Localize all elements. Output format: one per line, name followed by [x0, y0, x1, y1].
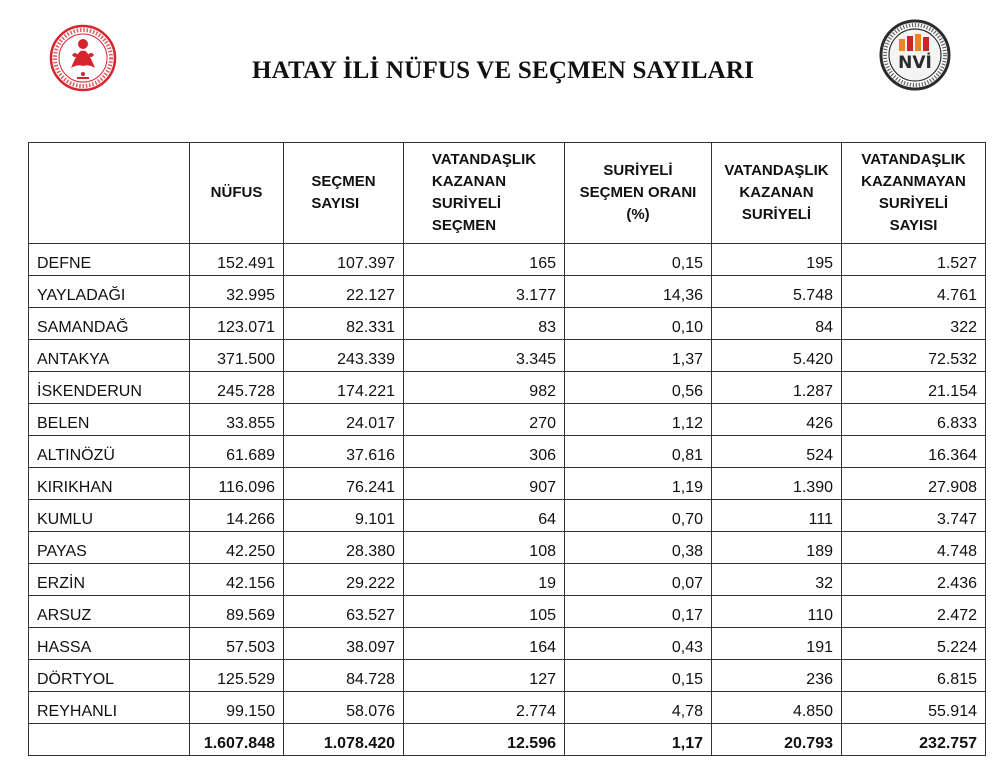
cell-secmen-sayisi: 243.339 [284, 340, 404, 372]
cell-nufus: 57.503 [190, 628, 284, 660]
cell-district: ARSUZ [29, 596, 190, 628]
table-row [29, 660, 986, 692]
header-vatandaslik-kazanmayan [842, 143, 986, 244]
header-nufus [190, 143, 284, 244]
header-label: SURİYELİ SEÇMEN ORANI (%) [579, 162, 697, 223]
cell-vatandaslik-kazanan-suriyeli: 5.748 [712, 276, 842, 308]
cell-vatandaslik-kazanan-suriyeli: 32 [712, 564, 842, 596]
cell-nufus: 371.500 [190, 340, 284, 372]
table-row [29, 564, 986, 596]
table-row [29, 692, 986, 724]
cell-suriyeli-secmen-orani: 0,81 [565, 436, 712, 468]
table-header-row [29, 143, 986, 244]
page-title: HATAY İLİ NÜFUS VE SEÇMEN SAYILARI [251, 57, 755, 84]
cell-district: REYHANLI [29, 692, 190, 724]
cell-secmen-sayisi: 29.222 [284, 564, 404, 596]
cell-vatandaslik-kazanan-suriyeli: 84 [712, 308, 842, 340]
table-row [29, 308, 986, 340]
cell-secmen-sayisi: 76.241 [284, 468, 404, 500]
header-suriyeli-secmen-orani [565, 143, 712, 244]
cell-vatandaslik-kazanan-suriyeli: 426 [712, 404, 842, 436]
cell-vatandaslik-kazanan-secmen: 306 [404, 436, 565, 468]
table-row [29, 372, 986, 404]
cell-district: KUMLU [29, 500, 190, 532]
cell-secmen-sayisi: 38.097 [284, 628, 404, 660]
cell-nufus: 245.728 [190, 372, 284, 404]
cell-vatandaslik-kazanan-secmen: 164 [404, 628, 565, 660]
cell-secmen-sayisi: 37.616 [284, 436, 404, 468]
cell-district: ANTAKYA [29, 340, 190, 372]
cell-secmen-sayisi: 82.331 [284, 308, 404, 340]
cell-suriyeli-secmen-orani: 0,10 [565, 308, 712, 340]
cell-vatandaslik-kazanmayan: 6.833 [842, 404, 986, 436]
cell-suriyeli-secmen-orani: 1,19 [565, 468, 712, 500]
cell-vatandaslik-kazanan-suriyeli: 4.850 [712, 692, 842, 724]
cell-nufus: 89.569 [190, 596, 284, 628]
header-label: VATANDAŞLIK KAZANAN SURİYELİ SEÇMEN [431, 151, 537, 234]
table-row [29, 500, 986, 532]
table-row [29, 468, 986, 500]
table-row [29, 532, 986, 564]
cell-suriyeli-secmen-orani: 14,36 [565, 276, 712, 308]
cell-vatandaslik-kazanan-secmen: 165 [404, 244, 565, 276]
header-label: SEÇMEN SAYISI [311, 173, 376, 212]
cell-secmen-sayisi: 63.527 [284, 596, 404, 628]
cell-suriyeli-secmen-orani: 0,56 [565, 372, 712, 404]
cell-nufus: 123.071 [190, 308, 284, 340]
cell-vatandaslik-kazanmayan: 1.527 [842, 244, 986, 276]
cell-vatandaslik-kazanan-secmen: 907 [404, 468, 565, 500]
cell-nufus: 116.096 [190, 468, 284, 500]
header-secmen-sayisi [284, 143, 404, 244]
cell-vatandaslik-kazanmayan: 2.472 [842, 596, 986, 628]
header-vatandaslik-kazanan-secmen [404, 143, 565, 244]
table-row [29, 628, 986, 660]
population-table [28, 142, 986, 756]
cell-nufus: 42.156 [190, 564, 284, 596]
table-total-row [29, 724, 986, 756]
cell-district: ERZİN [29, 564, 190, 596]
cell-vatandaslik-kazanan-secmen: 2.774 [404, 692, 565, 724]
cell-secmen-sayisi: 9.101 [284, 500, 404, 532]
header-label: VATANDAŞLIK KAZANAN SURİYELİ [724, 162, 829, 223]
cell-secmen-sayisi: 58.076 [284, 692, 404, 724]
table-row [29, 404, 986, 436]
cell-vatandaslik-kazanan-suriyeli: 5.420 [712, 340, 842, 372]
cell-nufus: 61.689 [190, 436, 284, 468]
cell-secmen-sayisi: 107.397 [284, 244, 404, 276]
header-cell-empty [29, 143, 190, 244]
cell-vatandaslik-kazanan-secmen: 127 [404, 660, 565, 692]
cell-vatandaslik-kazanmayan: 27.908 [842, 468, 986, 500]
cell-district: HASSA [29, 628, 190, 660]
cell-secmen-sayisi: 22.127 [284, 276, 404, 308]
cell-vatandaslik-kazanmayan: 6.815 [842, 660, 986, 692]
cell-secmen-sayisi: 24.017 [284, 404, 404, 436]
cell-district: YAYLADAĞI [29, 276, 190, 308]
cell-vatandaslik-kazanan-secmen: 982 [404, 372, 565, 404]
cell-vatandaslik-kazanmayan: 72.532 [842, 340, 986, 372]
cell-vatandaslik-kazanan-secmen: 64 [404, 500, 565, 532]
cell-vatandaslik-kazanan-secmen: 108 [404, 532, 565, 564]
cell-vatandaslik-kazanmayan: 3.747 [842, 500, 986, 532]
cell-district: DEFNE [29, 244, 190, 276]
cell-vatandaslik-kazanmayan: 232.757 [842, 724, 986, 756]
cell-suriyeli-secmen-orani: 0,15 [565, 244, 712, 276]
cell-secmen-sayisi: 1.078.420 [284, 724, 404, 756]
table-row [29, 436, 986, 468]
cell-vatandaslik-kazanmayan: 21.154 [842, 372, 986, 404]
cell-district: PAYAS [29, 532, 190, 564]
table-row [29, 276, 986, 308]
cell-secmen-sayisi: 174.221 [284, 372, 404, 404]
cell-secmen-sayisi: 84.728 [284, 660, 404, 692]
cell-vatandaslik-kazanmayan: 55.914 [842, 692, 986, 724]
cell-suriyeli-secmen-orani: 0,15 [565, 660, 712, 692]
cell-secmen-sayisi: 28.380 [284, 532, 404, 564]
cell-suriyeli-secmen-orani: 4,78 [565, 692, 712, 724]
cell-vatandaslik-kazanan-suriyeli: 524 [712, 436, 842, 468]
cell-suriyeli-secmen-orani: 0,07 [565, 564, 712, 596]
cell-nufus: 32.995 [190, 276, 284, 308]
cell-suriyeli-secmen-orani: 1,12 [565, 404, 712, 436]
cell-vatandaslik-kazanan-secmen: 270 [404, 404, 565, 436]
cell-nufus: 99.150 [190, 692, 284, 724]
cell-district [29, 724, 190, 756]
cell-vatandaslik-kazanan-suriyeli: 1.390 [712, 468, 842, 500]
nvi-logo-text: NVİ [898, 53, 932, 73]
cell-nufus: 152.491 [190, 244, 284, 276]
cell-district: SAMANDAĞ [29, 308, 190, 340]
table-row [29, 244, 986, 276]
cell-vatandaslik-kazanmayan: 5.224 [842, 628, 986, 660]
cell-vatandaslik-kazanan-suriyeli: 110 [712, 596, 842, 628]
cell-vatandaslik-kazanan-secmen: 12.596 [404, 724, 565, 756]
header-vatandaslik-kazanan-suriyeli [712, 143, 842, 244]
cell-vatandaslik-kazanan-suriyeli: 20.793 [712, 724, 842, 756]
cell-district: ALTINÖZÜ [29, 436, 190, 468]
cell-vatandaslik-kazanan-secmen: 3.345 [404, 340, 565, 372]
cell-vatandaslik-kazanan-secmen: 3.177 [404, 276, 565, 308]
cell-district: DÖRTYOL [29, 660, 190, 692]
cell-nufus: 1.607.848 [190, 724, 284, 756]
cell-district: BELEN [29, 404, 190, 436]
nvi-logo [879, 19, 951, 91]
cell-vatandaslik-kazanan-suriyeli: 111 [712, 500, 842, 532]
cell-suriyeli-secmen-orani: 0,43 [565, 628, 712, 660]
cell-suriyeli-secmen-orani: 1,17 [565, 724, 712, 756]
cell-vatandaslik-kazanmayan: 2.436 [842, 564, 986, 596]
cell-vatandaslik-kazanan-suriyeli: 1.287 [712, 372, 842, 404]
header-label: VATANDAŞLIK KAZANMAYAN SURİYELİ SAYISI [861, 151, 966, 234]
cell-suriyeli-secmen-orani: 0,70 [565, 500, 712, 532]
cell-district: KIRIKHAN [29, 468, 190, 500]
cell-vatandaslik-kazanan-suriyeli: 195 [712, 244, 842, 276]
cell-nufus: 33.855 [190, 404, 284, 436]
cell-suriyeli-secmen-orani: 0,17 [565, 596, 712, 628]
header-label: NÜFUS [210, 184, 263, 201]
cell-vatandaslik-kazanan-suriyeli: 189 [712, 532, 842, 564]
cell-suriyeli-secmen-orani: 0,38 [565, 532, 712, 564]
cell-vatandaslik-kazanmayan: 322 [842, 308, 986, 340]
cell-nufus: 125.529 [190, 660, 284, 692]
cell-vatandaslik-kazanan-suriyeli: 236 [712, 660, 842, 692]
cell-district: İSKENDERUN [29, 372, 190, 404]
cell-vatandaslik-kazanan-secmen: 83 [404, 308, 565, 340]
cell-vatandaslik-kazanmayan: 4.761 [842, 276, 986, 308]
cell-vatandaslik-kazanan-secmen: 105 [404, 596, 565, 628]
cell-vatandaslik-kazanan-secmen: 19 [404, 564, 565, 596]
cell-suriyeli-secmen-orani: 1,37 [565, 340, 712, 372]
cell-nufus: 14.266 [190, 500, 284, 532]
table-row [29, 596, 986, 628]
cell-vatandaslik-kazanan-suriyeli: 191 [712, 628, 842, 660]
cell-nufus: 42.250 [190, 532, 284, 564]
cell-vatandaslik-kazanmayan: 4.748 [842, 532, 986, 564]
cell-vatandaslik-kazanmayan: 16.364 [842, 436, 986, 468]
table-row [29, 340, 986, 372]
